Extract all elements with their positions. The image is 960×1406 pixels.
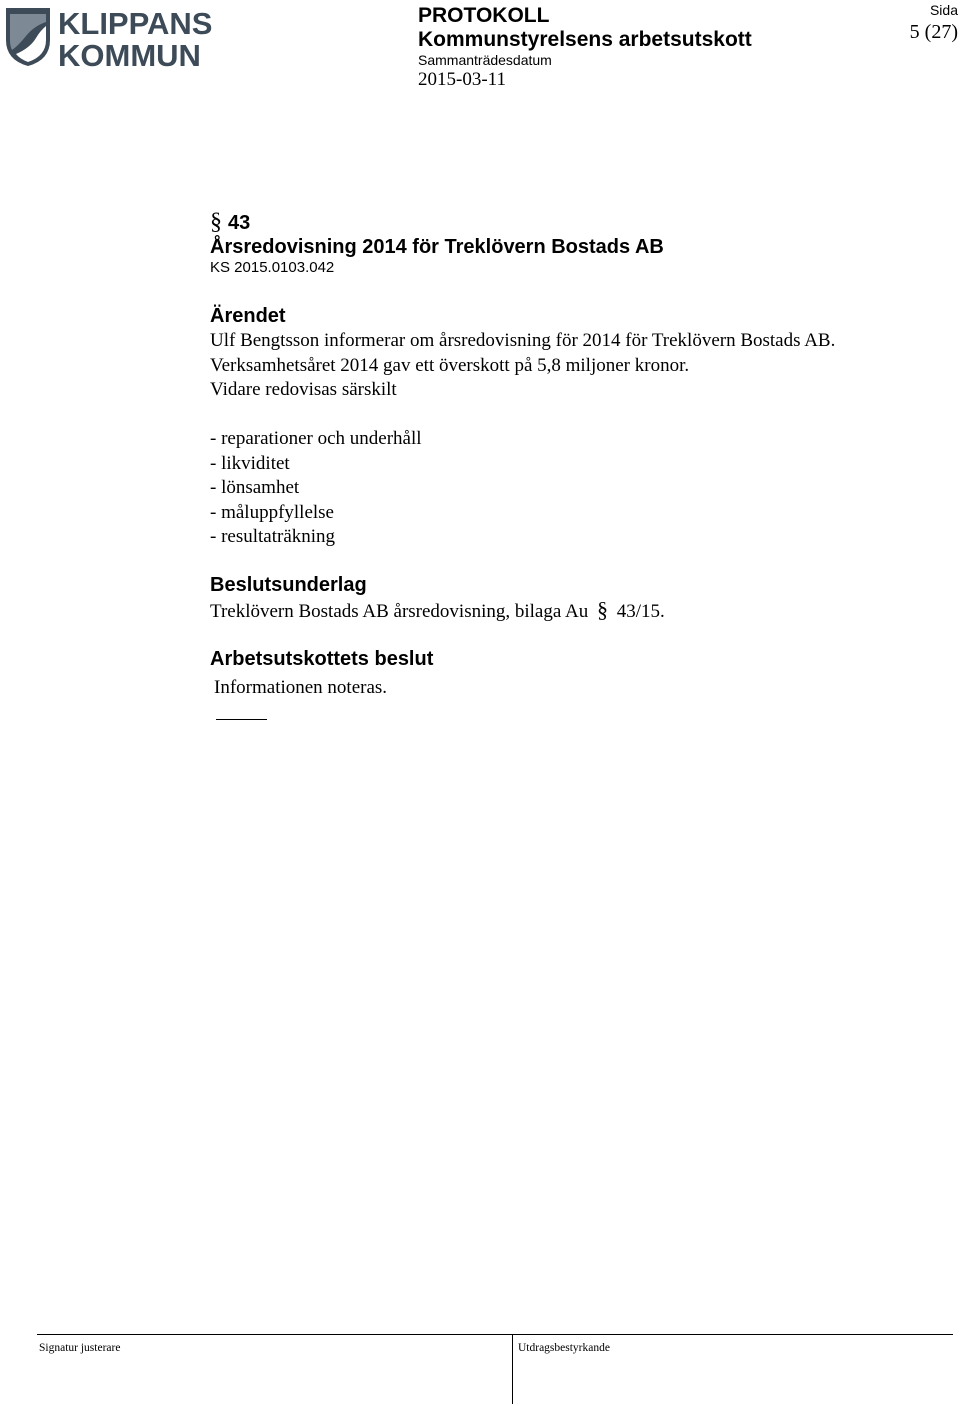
paragraph-number-value: 43 — [228, 212, 251, 234]
arendet-heading: Ärendet — [210, 305, 286, 327]
beslutsunderlag-text-main: Treklövern Bostads AB årsredovisning, bilaga Au — [210, 601, 589, 622]
footer-rule — [37, 1334, 953, 1335]
list-item: - lönsamhet — [210, 477, 300, 498]
arendet-text — [210, 329, 835, 403]
case-number: KS 2015.0103.042 — [210, 259, 335, 276]
arendet-line: Verksamhetsåret 2014 gav ett överskott på 5,8 miljoner kronor. — [210, 354, 690, 376]
section-symbol: § — [596, 597, 608, 622]
utdragsbestyrkande-label: Utdragsbestyrkande — [518, 1342, 610, 1354]
section-end-rule — [216, 719, 267, 720]
arendet-line: Ulf Bengtsson informerar om årsredovisning för 2014 för Treklövern Bostads AB. — [210, 330, 836, 351]
committee-name: Kommunstyrelsens arbetsutskott — [418, 28, 752, 51]
list-item: - reparationer och underhåll — [210, 428, 422, 449]
section-title: Årsredovisning 2014 för Treklövern Bostads AB — [210, 236, 664, 258]
beslut-heading: Arbetsutskottets beslut — [210, 648, 434, 670]
section-symbol: § — [210, 209, 222, 235]
page-label: Sida — [929, 2, 958, 18]
arendet-line: Vidare redovisas särskilt — [210, 379, 397, 400]
beslut-text: Informationen noteras. — [214, 677, 388, 698]
reported-items-list — [210, 427, 422, 550]
meeting-date-label: Sammanträdesdatum — [418, 52, 552, 68]
logo-line1: KLIPPANS — [58, 6, 213, 41]
paragraph-number — [210, 210, 250, 235]
page-number: 5 (27) — [909, 21, 958, 43]
beslutsunderlag-text — [210, 598, 665, 625]
document-type: PROTOKOLL — [418, 4, 550, 27]
beslutsunderlag-heading: Beslutsunderlag — [210, 574, 367, 596]
logo-line2: KOMMUN — [58, 38, 201, 68]
list-item: - resultaträkning — [210, 526, 336, 547]
list-item: - likviditet — [210, 452, 290, 474]
klippans-kommun-logo — [4, 4, 216, 68]
meeting-date: 2015-03-11 — [418, 69, 506, 90]
footer-divider — [512, 1334, 513, 1404]
municipal-shield-icon — [4, 4, 216, 68]
beslutsunderlag-reference: 43/15. — [616, 601, 665, 622]
signatur-justerare-label: Signatur justerare — [39, 1342, 121, 1354]
list-item: - måluppfyllelse — [210, 501, 334, 523]
